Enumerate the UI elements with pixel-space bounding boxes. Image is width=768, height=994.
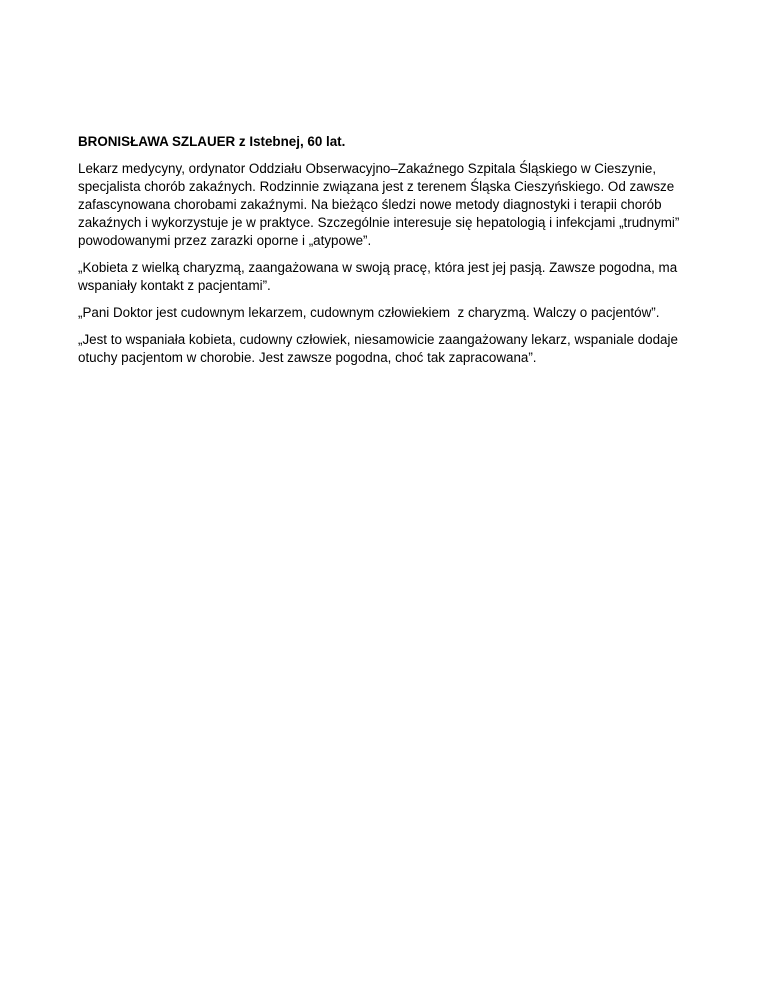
quote-paragraph-1: „Kobieta z wielką charyzmą, zaangażowana w swoją pracę, która jest jej pasją. Zawsze pogodna, ma wspaniały kontakt z pacjentami”. (78, 260, 678, 293)
quote-paragraph-3: „Jest to wspaniała kobieta, cudowny człowiek, niesamowicie zaangażowany lekarz, wspaniale dodaje otuchy pacjentom w chorobie. Jest zawsze pogodna, choć tak zapracowana”. (78, 332, 678, 365)
quote-paragraph-2: „Pani Doktor jest cudownym lekarzem, cudownym człowiekiem z charyzmą. Walczy o pacjentów”. (78, 305, 660, 320)
document-body (78, 133, 688, 376)
document-heading: BRONISŁAWA SZLAUER z Istebnej, 60 lat. (78, 134, 346, 149)
bio-paragraph: Lekarz medycyny, ordynator Oddziału Obserwacyjno–Zakaźnego Szpitala Śląskiego w Cieszynie, specjalista chorób zakaźnych. Rodzinnie związana jest z terenem Śląska Cieszyńskiego. Od zawsze zafascynowana chorobami zakaźnymi. Na bieżąco śledzi nowe metody diagnostyki i terapii chorób zakaźnych i wykorzystuje je w praktyce. Szczególnie interesuje się hepatologią i infekcjami „trudnymi” powodowanymi przez zarazki oporne i „atypowe”. (78, 161, 680, 248)
